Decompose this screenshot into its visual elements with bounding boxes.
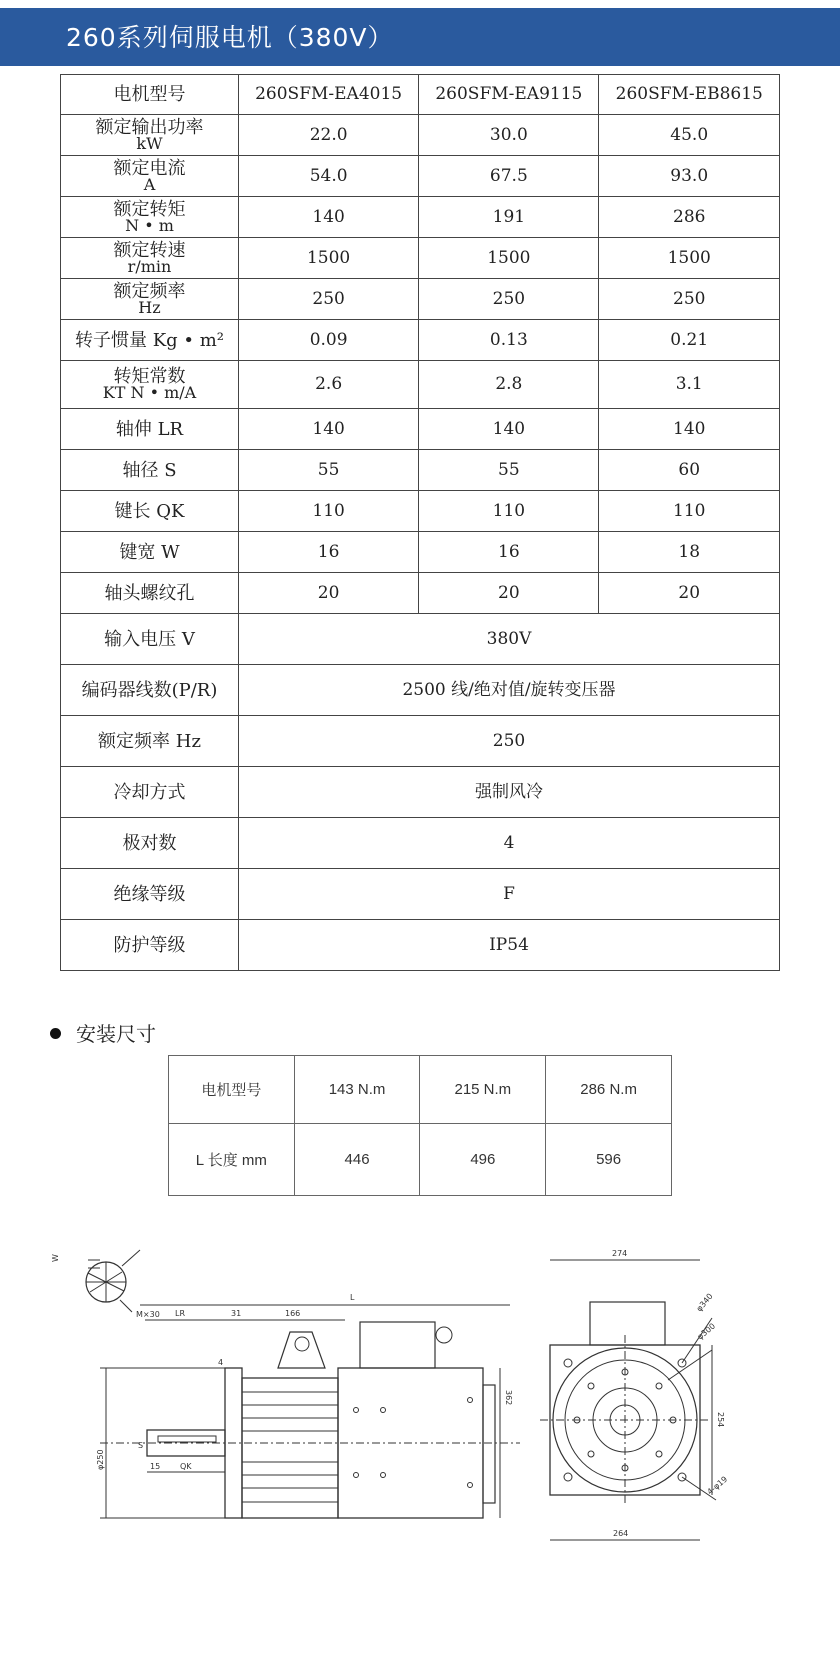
row-label-text: 额定转矩 (113, 198, 186, 220)
value-cell: 67.5 (419, 156, 599, 197)
d362-label: 362 (504, 1390, 513, 1406)
value-cell: 250 (599, 279, 780, 320)
table-row (61, 320, 780, 361)
value-cell: 30.0 (419, 115, 599, 156)
row-unit: Hz (138, 297, 161, 317)
row-unit: A (143, 174, 156, 194)
value-cell: 140 (239, 409, 419, 450)
table-row (61, 491, 780, 532)
model-cell: 260SFM-EB8615 (599, 75, 780, 115)
table-row (61, 115, 780, 156)
spec-table (60, 74, 780, 971)
phi340-label: φ340 (694, 1291, 715, 1314)
value-cell: 286 (599, 197, 780, 238)
value-cell: 60 (599, 450, 780, 491)
d274-label: 274 (612, 1249, 628, 1258)
value-cell: 22.0 (239, 115, 419, 156)
value-cell: 140 (419, 409, 599, 450)
row-label-text: 额定频率 (113, 280, 186, 302)
table-row (61, 665, 780, 716)
s-label: S (138, 1441, 144, 1450)
value-cell: 1500 (239, 238, 419, 279)
install-table (168, 1055, 672, 1196)
value-cell: 16 (239, 532, 419, 573)
d31-label: 31 (231, 1309, 242, 1318)
value-cell: 110 (599, 491, 780, 532)
row-label: 冷却方式 (61, 767, 239, 818)
install-length-cell: 446 (294, 1124, 420, 1196)
value-cell: 380V (239, 614, 780, 665)
table-row (61, 869, 780, 920)
install-heading-text: 安装尺寸 (76, 1022, 156, 1046)
l-label: L (350, 1293, 355, 1302)
row-label (61, 197, 239, 238)
value-cell: 110 (419, 491, 599, 532)
install-length-cell: 496 (420, 1124, 546, 1196)
model-cell: 260SFM-EA9115 (419, 75, 599, 115)
table-row (61, 818, 780, 869)
row-label: 绝缘等级 (61, 869, 239, 920)
install-length-label: L 长度 mm (169, 1124, 295, 1196)
lr-label: LR (175, 1309, 186, 1318)
value-cell: 54.0 (239, 156, 419, 197)
d15-label: 15 (150, 1462, 161, 1471)
install-model-label: 电机型号 (169, 1056, 295, 1124)
value-cell: 55 (239, 450, 419, 491)
bullet-icon (50, 1028, 61, 1039)
value-cell: F (239, 869, 780, 920)
value-cell: 250 (419, 279, 599, 320)
value-cell: 0.21 (599, 320, 780, 361)
install-model-cell: 143 N.m (294, 1056, 420, 1124)
row-label-text: 额定转速 (113, 239, 186, 261)
install-heading (50, 1018, 156, 1047)
table-row (61, 767, 780, 818)
thread-label: M×30 (136, 1310, 160, 1319)
value-cell: 93.0 (599, 156, 780, 197)
table-row (61, 450, 780, 491)
page-title: 260系列伺服电机（380V） (66, 23, 394, 52)
value-cell: 140 (239, 197, 419, 238)
value-cell: 3.1 (599, 361, 780, 409)
qk-label: QK (180, 1462, 192, 1471)
value-cell: 0.09 (239, 320, 419, 361)
phi300-label: φ300 (695, 1321, 718, 1342)
row-label: 极对数 (61, 818, 239, 869)
table-row (61, 238, 780, 279)
table-row (61, 197, 780, 238)
d254-label: 254 (716, 1412, 725, 1428)
row-label (61, 156, 239, 197)
holes-label: 4-φ19 (705, 1474, 730, 1497)
title-banner (0, 8, 840, 66)
table-row (61, 279, 780, 320)
value-cell: 2.8 (419, 361, 599, 409)
table-row (61, 361, 780, 409)
front-view (540, 1249, 729, 1540)
shaft-end-detail (51, 1250, 160, 1319)
dimension-drawing (40, 1240, 820, 1580)
w-label: W (51, 1254, 60, 1262)
row-label: 键宽 W (61, 532, 239, 573)
value-cell: 110 (239, 491, 419, 532)
value-cell: 16 (419, 532, 599, 573)
value-cell: 191 (419, 197, 599, 238)
table-row (61, 614, 780, 665)
table-row (169, 1056, 672, 1124)
row-label (61, 361, 239, 409)
install-model-cell: 215 N.m (420, 1056, 546, 1124)
row-label (61, 279, 239, 320)
table-row (61, 75, 780, 115)
row-unit: kW (136, 133, 163, 153)
row-label: 轴头螺纹孔 (61, 573, 239, 614)
install-model-cell: 286 N.m (546, 1056, 672, 1124)
row-unit: N • m (125, 215, 174, 235)
model-cell: 260SFM-EA4015 (239, 75, 419, 115)
value-cell: 0.13 (419, 320, 599, 361)
value-cell: 1500 (419, 238, 599, 279)
model-label: 电机型号 (61, 75, 239, 115)
row-unit: r/min (127, 256, 172, 276)
value-cell: 20 (239, 573, 419, 614)
value-cell: 55 (419, 450, 599, 491)
side-view (96, 1293, 520, 1518)
value-cell: 20 (419, 573, 599, 614)
row-label: 键长 QK (61, 491, 239, 532)
row-unit: KT N • m/A (102, 383, 197, 402)
value-cell: 250 (239, 716, 780, 767)
value-cell: 4 (239, 818, 780, 869)
value-cell: 强制风冷 (239, 767, 780, 818)
row-label: 轴径 S (61, 450, 239, 491)
value-cell: IP54 (239, 920, 780, 971)
d4-label: 4 (218, 1358, 224, 1367)
row-label: 输入电压 V (61, 614, 239, 665)
row-label: 转子惯量 Kg • m² (61, 320, 239, 361)
table-row (169, 1124, 672, 1196)
install-length-cell: 596 (546, 1124, 672, 1196)
table-row (61, 573, 780, 614)
value-cell: 1500 (599, 238, 780, 279)
value-cell: 18 (599, 532, 780, 573)
row-label (61, 238, 239, 279)
row-label: 轴伸 LR (61, 409, 239, 450)
row-label-text: 转矩常数 (113, 366, 186, 387)
table-row (61, 920, 780, 971)
d166-label: 166 (285, 1309, 301, 1318)
table-row (61, 156, 780, 197)
flange-dia-label: φ250 (96, 1449, 105, 1470)
table-row (61, 409, 780, 450)
value-cell: 2500 线/绝对值/旋转变压器 (239, 665, 780, 716)
table-row (61, 716, 780, 767)
row-label: 额定频率 Hz (61, 716, 239, 767)
row-label (61, 115, 239, 156)
row-label-text: 额定输出功率 (95, 116, 204, 138)
row-label: 防护等级 (61, 920, 239, 971)
table-row (61, 532, 780, 573)
value-cell: 140 (599, 409, 780, 450)
row-label-text: 额定电流 (113, 157, 186, 179)
value-cell: 45.0 (599, 115, 780, 156)
value-cell: 20 (599, 573, 780, 614)
d264-label: 264 (613, 1529, 629, 1538)
value-cell: 250 (239, 279, 419, 320)
value-cell: 2.6 (239, 361, 419, 409)
row-label: 编码器线数(P/R) (61, 665, 239, 716)
